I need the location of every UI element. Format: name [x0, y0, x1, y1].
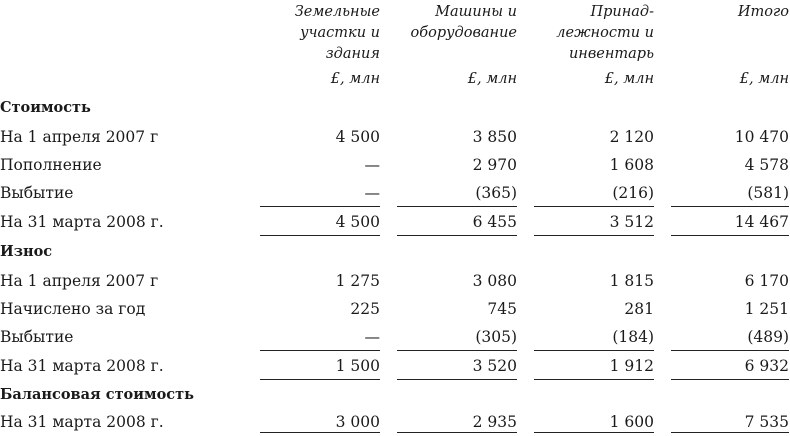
final-rule: [671, 432, 789, 433]
section-title: Износ: [0, 243, 53, 260]
column-header-machinery: Машины и оборудование: [410, 4, 517, 41]
cell-value: 1 275: [335, 272, 380, 290]
cell-value: 2 970: [472, 156, 517, 174]
cell-value: (581): [747, 184, 789, 202]
table-row: [0, 151, 790, 179]
column-header-land-buildings: Земельные участки и здания: [294, 4, 380, 62]
subtotal-rule: [260, 350, 380, 351]
total-rule: [397, 235, 517, 236]
cell-value: 2 935: [472, 413, 517, 431]
cell-value: —: [364, 184, 380, 202]
table-row: [0, 179, 790, 207]
cell-value: 6 170: [744, 272, 789, 290]
row-label: На 31 марта 2008 г.: [0, 413, 164, 431]
cell-value: —: [364, 156, 380, 174]
cell-value: 1 500: [335, 357, 380, 375]
cell-value: 3 512: [609, 213, 654, 231]
cell-value: 4 500: [335, 128, 380, 146]
cell-value: 281: [624, 300, 654, 318]
cell-value: 6 932: [744, 357, 789, 375]
subtotal-rule: [260, 206, 380, 207]
final-rule: [260, 432, 380, 433]
table-row: [0, 295, 790, 323]
cell-value: 225: [350, 300, 380, 318]
row-label: На 31 марта 2008 г.: [0, 213, 164, 231]
cell-value: 7 535: [744, 413, 789, 431]
cell-value: 3 850: [472, 128, 517, 146]
cell-value: 3 000: [335, 413, 380, 431]
subtotal-rule: [534, 350, 654, 351]
cell-value: 6 455: [472, 213, 517, 231]
row-label: Выбытие: [0, 328, 74, 346]
unit-label: £, млн: [330, 71, 380, 87]
cell-value: 3 080: [472, 272, 517, 290]
cell-value: 1 608: [609, 156, 654, 174]
cell-value: 10 470: [734, 128, 789, 146]
row-label: На 1 апреля 2007 г: [0, 272, 159, 290]
cell-value: (184): [612, 328, 654, 346]
cell-value: 745: [487, 300, 517, 318]
total-rule: [671, 235, 789, 236]
row-label: На 31 марта 2008 г.: [0, 357, 164, 375]
table-row-total: [0, 352, 790, 380]
column-header-total: Итого: [737, 4, 789, 20]
total-rule: [260, 379, 380, 380]
total-rule: [671, 379, 789, 380]
total-rule: [534, 379, 654, 380]
table-row-total: [0, 208, 790, 236]
cell-value: 4 500: [335, 213, 380, 231]
column-header-fixtures: Принад- лежности и инвентарь: [556, 4, 654, 62]
final-rule: [397, 432, 517, 433]
section-row-cost: [0, 94, 790, 122]
cell-value: (365): [475, 184, 517, 202]
section-title: Балансовая стоимость: [0, 386, 194, 403]
cell-value: 1 912: [609, 357, 654, 375]
unit-label: £, млн: [739, 71, 789, 87]
total-rule: [534, 235, 654, 236]
unit-label: £, млн: [604, 71, 654, 87]
subtotal-rule: [534, 206, 654, 207]
unit-label: £, млн: [467, 71, 517, 87]
total-rule: [260, 235, 380, 236]
cell-value: 14 467: [734, 213, 789, 231]
table-row: [0, 267, 790, 295]
cell-value: (216): [612, 184, 654, 202]
cell-value: 4 578: [744, 156, 789, 174]
section-row-book-value: [0, 381, 790, 409]
cell-value: 1 600: [609, 413, 654, 431]
section-row-depreciation: [0, 238, 790, 266]
section-title: Стоимость: [0, 99, 91, 116]
row-label: На 1 апреля 2007 г: [0, 128, 159, 146]
subtotal-rule: [397, 206, 517, 207]
cell-value: (489): [747, 328, 789, 346]
cell-value: —: [364, 328, 380, 346]
row-label: Выбытие: [0, 184, 74, 202]
cell-value: (305): [475, 328, 517, 346]
cell-value: 2 120: [609, 128, 654, 146]
total-rule: [397, 379, 517, 380]
table-row: [0, 323, 790, 351]
row-label: Начислено за год: [0, 300, 146, 318]
table-row: [0, 123, 790, 151]
cell-value: 3 520: [472, 357, 517, 375]
cell-value: 1 251: [744, 300, 789, 318]
subtotal-rule: [397, 350, 517, 351]
cell-value: 1 815: [609, 272, 654, 290]
subtotal-rule: [671, 350, 789, 351]
subtotal-rule: [671, 206, 789, 207]
final-rule: [534, 432, 654, 433]
row-label: Пополнение: [0, 156, 102, 174]
